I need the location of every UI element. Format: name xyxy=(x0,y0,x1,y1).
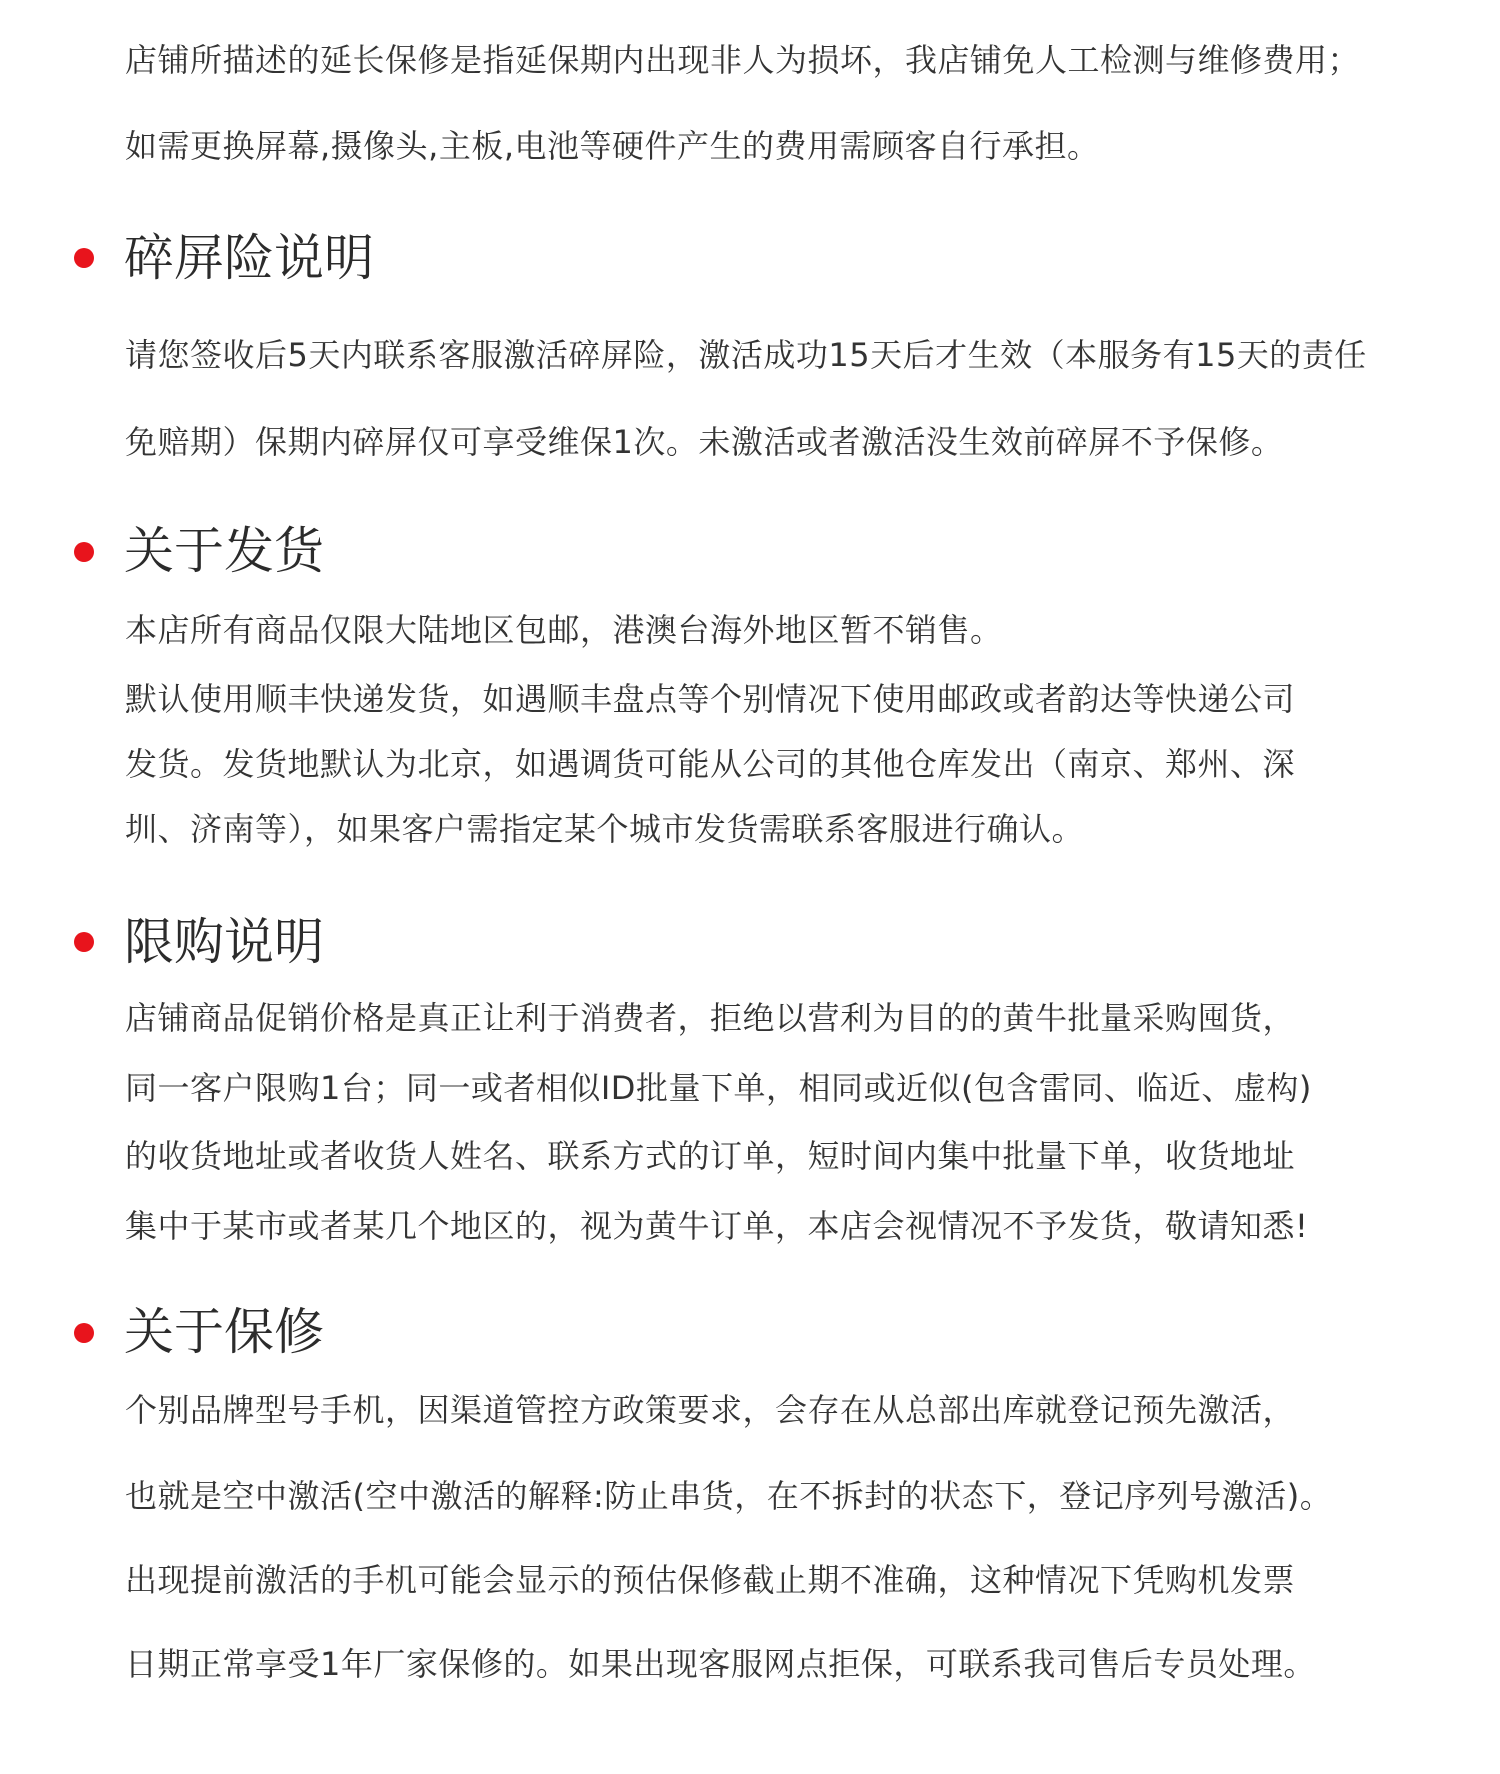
section-title: 关于保修 xyxy=(124,1303,324,1361)
section-line: 出现提前激活的手机可能会显示的预估保修截止期不准确，这种情况下凭购机发票 xyxy=(125,1561,1296,1599)
section-line: 默认使用顺丰快递发货，如遇顺丰盘点等个别情况下使用邮政或者韵达等快递公司 xyxy=(125,680,1296,718)
section-line: 圳、济南等），如果客户需指定某个城市发货需联系客服进行确认。 xyxy=(125,810,1085,848)
red-dot-icon xyxy=(74,1323,94,1343)
section-line: 集中于某市或者某几个地区的，视为黄牛订单，本店会视情况不予发货，敬请知悉! xyxy=(125,1207,1309,1245)
section-line: 个别品牌型号手机，因渠道管控方政策要求，会存在从总部出库就登记预先激活， xyxy=(125,1391,1296,1429)
section-title: 关于发货 xyxy=(124,522,324,580)
section-line: 店铺商品促销价格是真正让利于消费者，拒绝以营利为目的的黄牛批量采购囤货， xyxy=(125,999,1296,1037)
red-dot-icon xyxy=(74,248,94,268)
red-dot-icon xyxy=(74,932,94,952)
section-line: 也就是空中激活(空中激活的解释:防止串货，在不拆封的状态下，登记序列号激活)。 xyxy=(125,1477,1333,1515)
section-line: 本店所有商品仅限大陆地区包邮，港澳台海外地区暂不销售。 xyxy=(125,611,1003,649)
section-line: 的收货地址或者收货人姓名、联系方式的订单，短时间内集中批量下单，收货地址 xyxy=(125,1137,1296,1175)
section-title: 限购说明 xyxy=(124,913,324,971)
section-line: 请您签收后5天内联系客服激活碎屏险，激活成功15天后才生效（本服务有15天的责任 xyxy=(125,336,1367,374)
section-line: 免赔期）保期内碎屏仅可享受维保1次。未激活或者激活没生效前碎屏不予保修。 xyxy=(125,423,1284,461)
intro-line: 如需更换屏幕,摄像头,主板,电池等硬件产生的费用需顾客自行承担。 xyxy=(125,127,1100,165)
section-line: 同一客户限购1台；同一或者相似ID批量下单，相同或近似(包含雷同、临近、虚构) xyxy=(125,1069,1312,1107)
red-dot-icon xyxy=(74,542,94,562)
section-title: 碎屏险说明 xyxy=(124,229,374,287)
intro-line: 店铺所描述的延长保修是指延保期内出现非人为损坏，我店铺免人工检测与维修费用； xyxy=(125,41,1361,79)
section-line: 发货。发货地默认为北京，如遇调货可能从公司的其他仓库发出（南京、郑州、深 xyxy=(125,745,1296,783)
section-line: 日期正常享受1年厂家保修的。如果出现客服网点拒保，可联系我司售后专员处理。 xyxy=(125,1645,1316,1683)
